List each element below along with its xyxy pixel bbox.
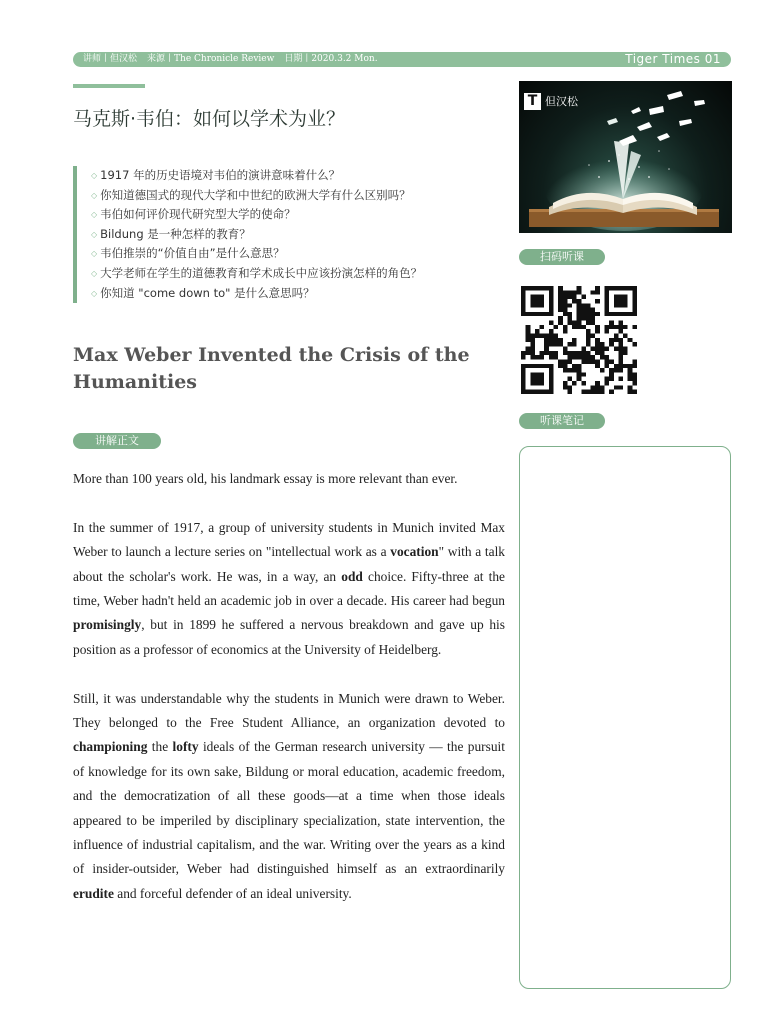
vocab-word: odd xyxy=(341,568,363,584)
date-info: 日期丨2020.3.2 Mon. xyxy=(284,54,378,64)
section-tag-qr: 扫码听课 xyxy=(519,249,605,265)
question-item: ◇ Bildung 是一种怎样的教育？ xyxy=(91,225,531,245)
page-title: 马克斯·韦伯：如何以学术为业？ xyxy=(73,108,346,130)
question-item: ◇ 大学老师在学生的道德教育和学术成长中应该扮演怎样的角色？ xyxy=(91,264,531,284)
article-paragraph: Still, it was understandable why the students in Munich were drawn to Weber. They belonged to the Free Student Alliance, an organization devoted to championing the lofty ideals of the German research university — the pursuit of knowledge for its own sake, Bildung or moral education, academic freedom, and the democratization of all these goods—at a time when those ideals appeared to be imperiled by disciplinary specialization, state intervention, the influence of industrial capitalism, and the war. Writing over the years as a kind of insider-outsider, Weber had distinguished himself as an extraordinarily erudite and forceful defender of an ideal university. xyxy=(73,690,505,901)
vocab-word: erudite xyxy=(73,885,114,901)
question-item: ◇ 韦伯如何评价现代研究型大学的使命？ xyxy=(91,205,531,225)
question-item: ◇ 你知道 "come down to" 是什么意思吗？ xyxy=(91,284,531,304)
question-list xyxy=(73,166,531,303)
accent-line xyxy=(73,84,145,88)
header-meta xyxy=(83,52,378,67)
article-paragraph: More than 100 years old, his landmark essay is more relevant than ever. xyxy=(73,471,458,486)
lecturer-info: 讲师丨但汉松 xyxy=(83,54,138,64)
qr-code-icon[interactable] xyxy=(521,286,637,394)
section-tag-notes: 听课笔记 xyxy=(519,413,605,429)
question-item: ◇ 韦伯推崇的“价值自由”是什么意思？ xyxy=(91,244,531,264)
logo-icon: T xyxy=(524,93,541,110)
question-item: ◇ 1917 年的历史语境对韦伯的演讲意味着什么？ xyxy=(91,166,531,186)
article-body xyxy=(73,467,505,931)
header-bar xyxy=(73,52,731,67)
vocab-word: vocation xyxy=(390,544,439,560)
article-paragraph: In the summer of 1917, a group of university students in Munich invited Max Weber to launch a lecture series on "intellectual work as a vocation" with a talk about the scholar's work. He was, in a way, an odd choice. Fifty-three at the time, Weber hadn't held an academic job in over a decade. His career had begun promisingly, but in 1899 he suffered a nervous breakdown and gave up his position as a professor of economics at the University of Heidelberg. xyxy=(73,519,506,657)
notes-area[interactable] xyxy=(519,446,731,989)
source-info: 来源丨The Chronicle Review xyxy=(147,54,275,64)
section-tag-body: 讲解正文 xyxy=(73,433,161,449)
logo-name: 但汉松 xyxy=(545,95,578,108)
brand-label: Tiger Times 01 xyxy=(625,52,721,66)
vocab-word: promisingly xyxy=(73,617,142,633)
vocab-word: championing xyxy=(73,739,148,755)
vocab-word: lofty xyxy=(172,739,199,755)
article-title: Max Weber Invented the Crisis of the Humanities xyxy=(73,344,470,393)
question-item: ◇ 你知道德国式的现代大学和中世纪的欧洲大学有什么区别吗？ xyxy=(91,186,531,206)
cover-image xyxy=(519,81,732,233)
